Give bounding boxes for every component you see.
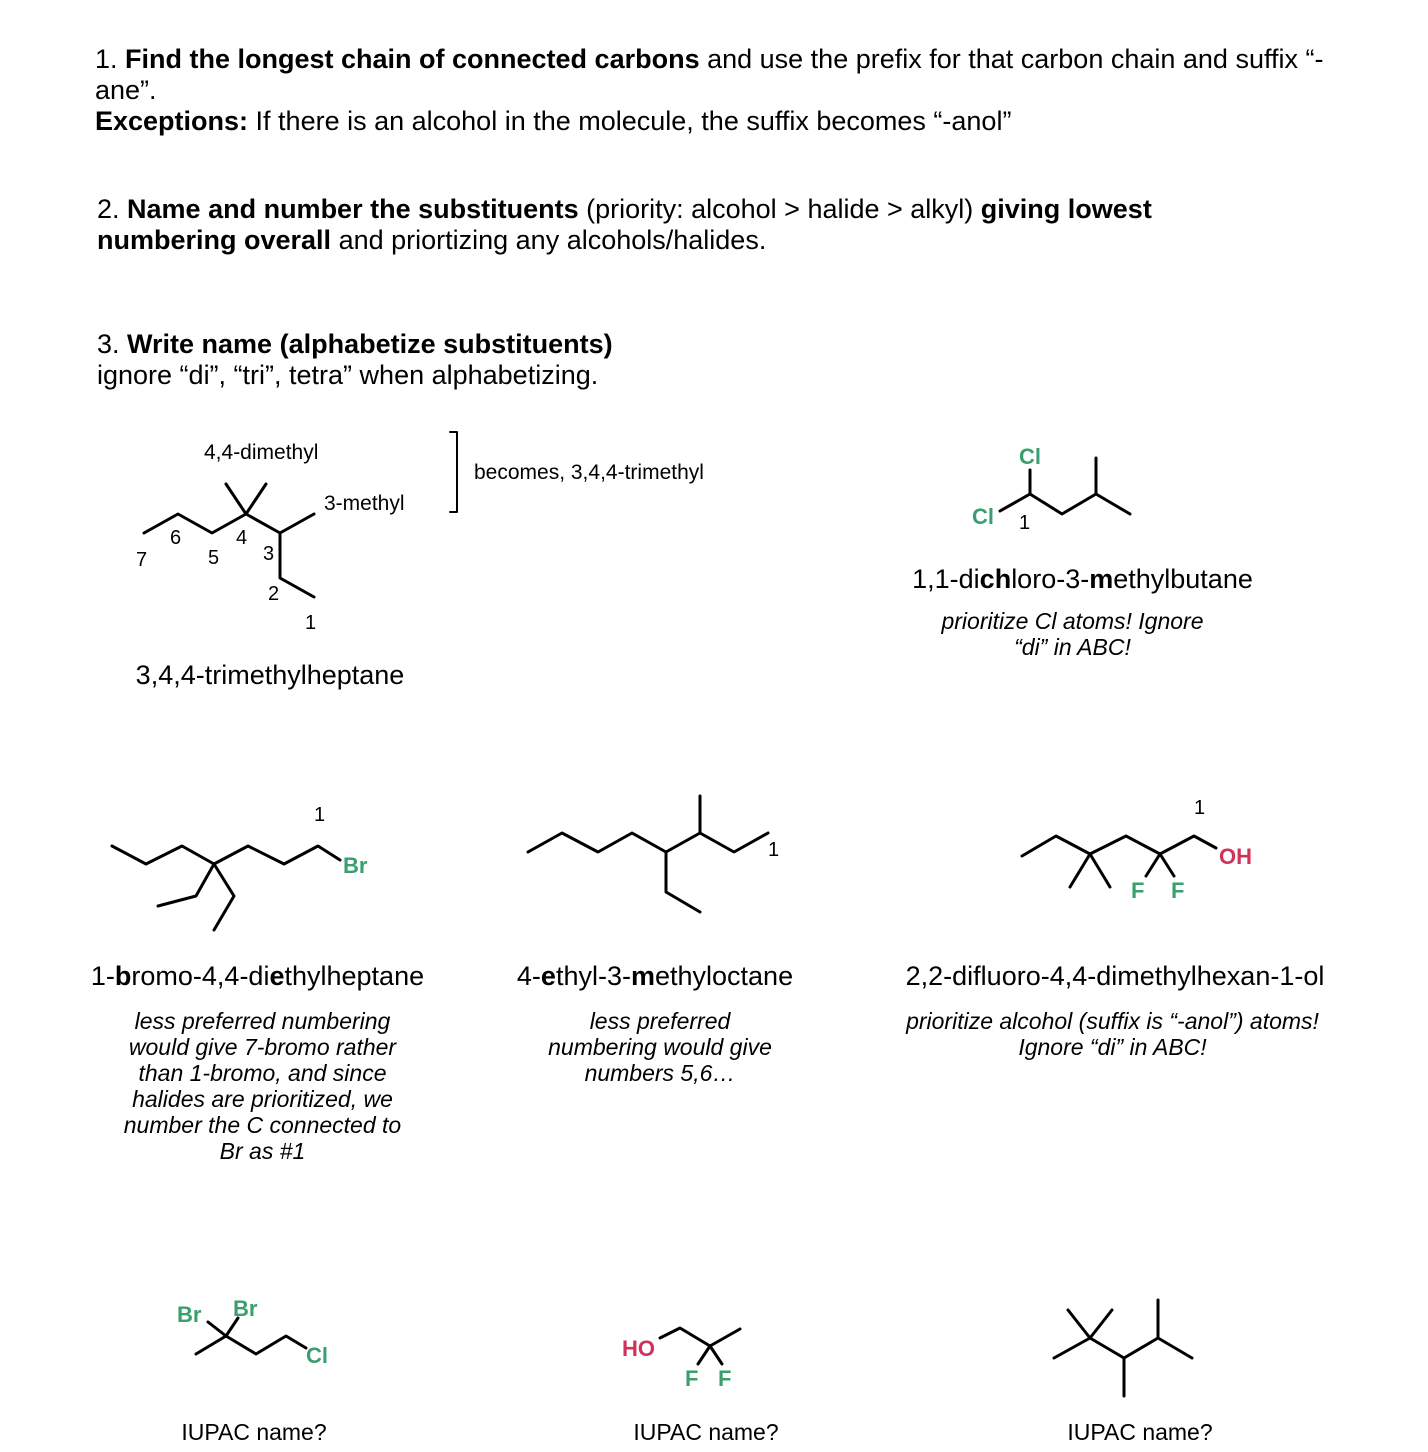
note-bromodiethylheptane: less preferred numbering would give 7-bromo rather than 1-bromo, and since halides are prioritized, we number the C connected to Br as #1 (123, 1008, 402, 1164)
fluorine-atom-right: F (718, 1366, 732, 1391)
hydroxyl-group: HO (622, 1336, 655, 1361)
label-becomes: becomes, 3,4,4-trimethyl (474, 461, 704, 484)
chlorine-atom: Cl (306, 1343, 328, 1368)
chain-number-3: 3 (263, 543, 275, 565)
chain-number-1: 1 (1019, 512, 1031, 534)
note-ethylmethyloctane: less preferred numbering would give numbers 5,6… (548, 1008, 772, 1086)
question-label-1: IUPAC name? (181, 1419, 327, 1445)
name-trimethylheptane: 3,4,4-trimethylheptane (135, 660, 405, 690)
rule-3-text: ignore “di”, “tri”, tetra” when alphabetizing. (97, 360, 599, 390)
bromine-atom-right: Br (233, 1296, 258, 1321)
rule-1-text: 1. Find the longest chain of connected carbons and use the prefix for that carbon chain and suffix “-ane”. (95, 44, 1324, 105)
name-bromodiethylheptane: 1-bromo-4,4-diethylheptane (90, 961, 425, 991)
question-label-3: IUPAC name? (1067, 1419, 1213, 1445)
chain-number-2: 2 (268, 583, 280, 605)
fluorine-atom-left: F (685, 1366, 699, 1391)
rule-2-text: 2. Name and number the substituents (priority: alcohol > halide > alkyl) giving lowest numbering overall and priortizing any alcohols/halides. (97, 194, 1152, 255)
chain-number-1: 1 (768, 839, 780, 861)
chain-number-1: 1 (314, 804, 326, 826)
chlorine-atom-top: Cl (1019, 444, 1041, 469)
note-dichloromethylbutane: prioritize Cl atoms! Ignore “di” in ABC! (941, 608, 1204, 660)
chain-number-6: 6 (170, 527, 182, 549)
rule-3-title: 3. Write name (alphabetize substituents) (97, 329, 613, 359)
rule-1-exception: Exceptions: If there is an alcohol in the molecule, the suffix becomes “-anol” (95, 106, 1012, 136)
chain-number-4: 4 (236, 527, 248, 549)
fluorine-atom-right: F (1171, 878, 1185, 903)
question-label-2: IUPAC name? (633, 1419, 779, 1445)
chain-number-1: 1 (305, 612, 317, 634)
rule-1-bold: Find the longest chain of connected carbons (125, 44, 700, 74)
name-difluorodimethylhexanol: 2,2-difluoro-4,4-dimethylhexan-1-ol (905, 961, 1325, 991)
name-ethylmethyloctane: 4-ethyl-3-methyloctane (516, 961, 794, 991)
bromine-atom-left: Br (177, 1302, 202, 1327)
name-dichloromethylbutane: 1,1-dichloro-3-methylbutane (912, 564, 1253, 594)
chain-number-7: 7 (136, 549, 148, 571)
hydroxyl-group: OH (1219, 844, 1252, 869)
bromine-atom: Br (343, 853, 368, 878)
chain-number-5: 5 (208, 547, 220, 569)
fluorine-atom-left: F (1131, 878, 1145, 903)
label-methyl: 3-methyl (324, 492, 405, 515)
note-difluorodimethylhexanol: prioritize alcohol (suffix is “-anol”) atoms! Ignore “di” in ABC! (906, 1008, 1319, 1060)
label-dimethyl: 4,4-dimethyl (204, 441, 319, 464)
chlorine-atom-left: Cl (972, 504, 994, 529)
chain-number-1: 1 (1194, 797, 1206, 819)
